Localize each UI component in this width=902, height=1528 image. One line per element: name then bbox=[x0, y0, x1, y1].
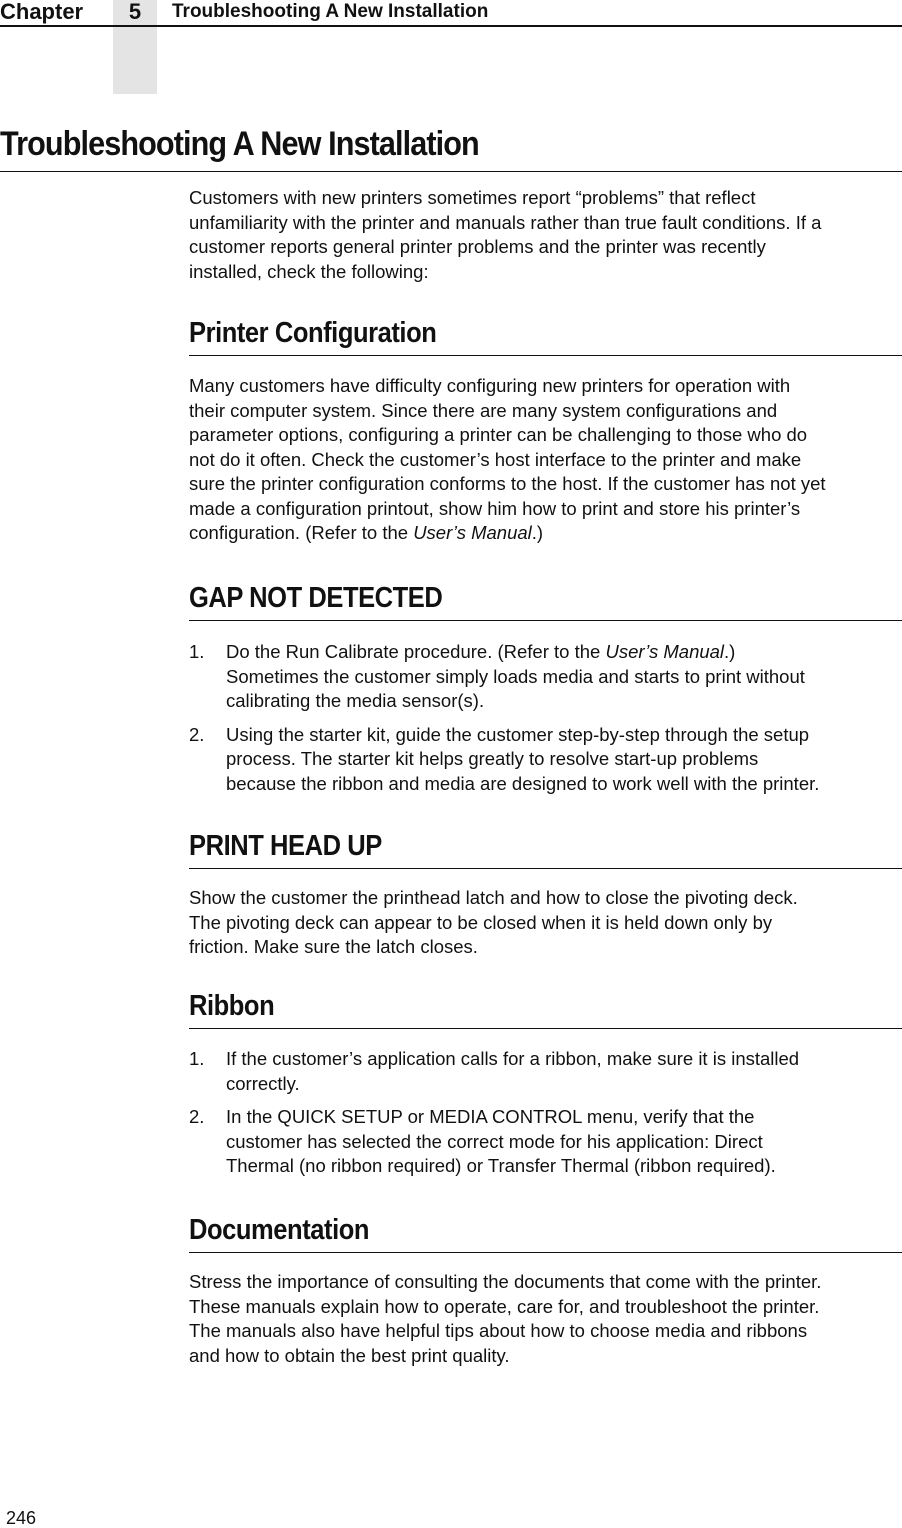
text: .) bbox=[531, 522, 544, 543]
section-rule bbox=[189, 868, 902, 869]
text: .) bbox=[724, 641, 736, 662]
intro-paragraph bbox=[189, 186, 901, 284]
paragraph-line: The pivoting deck can appear to be closed when it is held down only by bbox=[189, 911, 773, 933]
print-head-up-paragraph bbox=[189, 886, 901, 960]
header-rule bbox=[0, 25, 902, 27]
paragraph-line: their computer system. Since there are many system configurations and bbox=[189, 399, 778, 421]
list-item bbox=[189, 1105, 901, 1179]
paragraph-line: These manuals explain how to operate, care for, and troubleshoot the printer. bbox=[189, 1295, 820, 1317]
item-line: correctly. bbox=[226, 1072, 300, 1094]
item-line: In the QUICK SETUP or MEDIA CONTROL menu, verify that the bbox=[226, 1106, 755, 1127]
gap-list bbox=[189, 640, 901, 796]
paragraph-line: friction. Make sure the latch closes. bbox=[189, 936, 478, 957]
paragraph-line: not do it often. Check the customer’s host interface to the printer and make bbox=[189, 448, 802, 470]
ribbon-list bbox=[189, 1047, 901, 1179]
page-title-rule bbox=[0, 171, 902, 172]
section-ribbon bbox=[189, 989, 901, 1023]
paragraph-line: parameter options, configuring a printer can be challenging to those who do bbox=[189, 424, 808, 445]
list-item bbox=[189, 723, 901, 797]
section-heading-gap-not-detected: GAP NOT DETECTED bbox=[189, 582, 443, 614]
paragraph-line: and how to obtain the best print quality. bbox=[189, 1344, 510, 1366]
section-rule bbox=[189, 355, 902, 356]
chapter-label: Chapter bbox=[0, 0, 84, 24]
section-heading-documentation: Documentation bbox=[189, 1214, 370, 1246]
item-line: customer has selected the correct mode for his application: Direct bbox=[226, 1130, 763, 1152]
manual-reference: User’s Manual bbox=[605, 641, 725, 662]
section-rule bbox=[189, 620, 902, 621]
section-printer-configuration bbox=[189, 316, 901, 350]
paragraph-line: The manuals also have helpful tips about how to choose media and ribbons bbox=[189, 1320, 808, 1341]
list-item bbox=[189, 640, 901, 714]
text: Do the Run Calibrate procedure. (Refer to the bbox=[226, 641, 606, 662]
item-line: because the ribbon and media are designed to work well with the printer. bbox=[226, 772, 820, 794]
chapter-tab bbox=[113, 0, 157, 94]
page-title: Troubleshooting A New Installation bbox=[0, 125, 479, 163]
item-line bbox=[226, 640, 901, 665]
paragraph-line: Show the customer the printhead latch and how to close the pivoting deck. bbox=[189, 887, 798, 908]
item-line: Sometimes the customer simply loads media and starts to print without bbox=[226, 665, 805, 687]
item-line: Thermal (no ribbon required) or Transfer Thermal (ribbon required). bbox=[226, 1155, 776, 1176]
paragraph-line: Stress the importance of consulting the documents that come with the printer. bbox=[189, 1271, 822, 1292]
list-item bbox=[189, 1047, 901, 1096]
section-heading-print-head-up: PRINT HEAD UP bbox=[189, 830, 382, 862]
documentation-paragraph bbox=[189, 1270, 901, 1368]
page-number: 246 bbox=[6, 1508, 37, 1528]
paragraph-line: sure the printer configuration conforms to the host. If the customer has not yet bbox=[189, 473, 826, 494]
item-line: Using the starter kit, guide the customer step-by-step through the setup bbox=[226, 723, 810, 745]
section-rule bbox=[189, 1028, 902, 1029]
chapter-number: 5 bbox=[128, 0, 142, 24]
paragraph-line: made a configuration printout, show him how to print and store his printer’s bbox=[189, 497, 801, 519]
list-number: 1. bbox=[189, 1048, 205, 1069]
list-number: 2. bbox=[189, 723, 205, 745]
manual-reference: User’s Manual bbox=[413, 522, 532, 543]
printer-configuration-paragraph bbox=[189, 374, 901, 546]
intro-line: customer reports general printer problems and the printer was recently bbox=[189, 236, 766, 257]
section-heading-printer-configuration: Printer Configuration bbox=[189, 317, 437, 349]
item-line: calibrating the media sensor(s). bbox=[226, 690, 485, 711]
section-gap-not-detected bbox=[189, 581, 901, 615]
section-heading-ribbon: Ribbon bbox=[189, 990, 275, 1022]
intro-line: installed, check the following: bbox=[189, 260, 429, 282]
list-number: 1. bbox=[189, 641, 205, 662]
intro-line: Customers with new printers sometimes report “problems” that reflect bbox=[189, 187, 756, 208]
list-number: 2. bbox=[189, 1106, 205, 1127]
paragraph-line bbox=[189, 521, 901, 546]
section-rule bbox=[189, 1252, 902, 1253]
item-line: process. The starter kit helps greatly to resolve start-up problems bbox=[226, 748, 759, 769]
section-documentation bbox=[189, 1213, 901, 1247]
running-header-title: Troubleshooting A New Installation bbox=[172, 1, 489, 22]
item-line: If the customer’s application calls for a ribbon, make sure it is installed bbox=[226, 1048, 800, 1069]
text: configuration. (Refer to the bbox=[189, 522, 414, 543]
section-print-head-up bbox=[189, 829, 901, 863]
intro-line: unfamiliarity with the printer and manuals rather than true fault conditions. If a bbox=[189, 211, 822, 233]
paragraph-line: Many customers have difficulty configuring new printers for operation with bbox=[189, 375, 791, 396]
